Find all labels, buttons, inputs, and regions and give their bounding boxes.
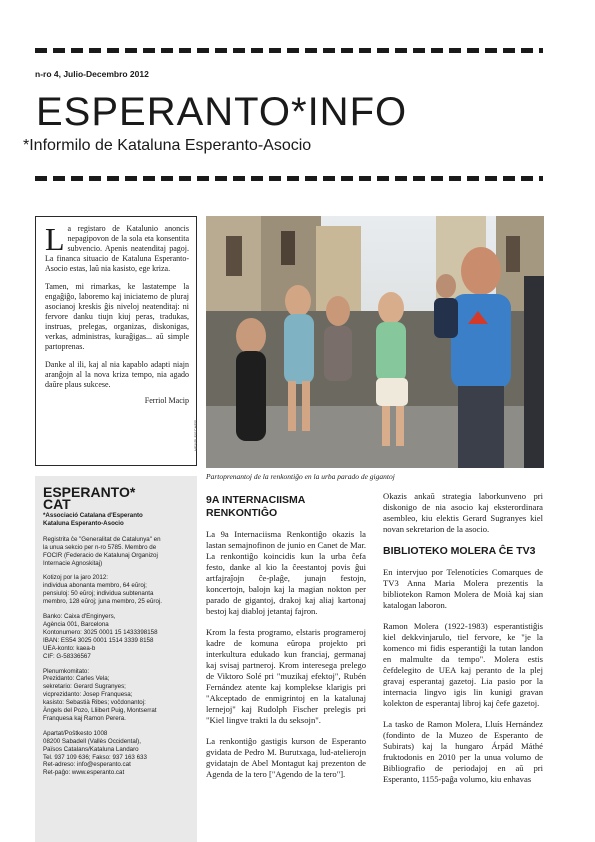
article-paragraph: Krom la festa programo, elstaris programeroj kadre de komuna eŭropa projekto pri interkultura edukado kun franciaj, germanaj kaj svisaj partneroj. Krom interesega prelego de Viktoro Solé pri "muzikaj efektoj", Rubén Fernández atente kaj komplekse klarigis pri "Akceptado de enmigrintoj en la katalunaj lernejoj" kaj Rudolph Fischer prelegis pri "Kiel lingve trakti la du seksojn". [206, 627, 366, 725]
registration-block [43, 536, 189, 568]
committee-block [43, 668, 189, 723]
sidebar-logo-line-1: ESPERANTO* [43, 484, 136, 500]
parade-photo [193, 216, 544, 468]
bank-line: Agència 001, Barcelona [43, 620, 109, 628]
editorial-paragraph-2: Tamen, mi rimarkas, ke lastatempe la engaĝiĝo, laboremo kaj iniciatemo de pluraj asocianoj kreskis ĝis niveloj neatenditaj: ni fervore danku tiujn kiuj peras, tradukas, instruas, prelegas, organizas, diskonigas, verkas, administras, kuraĝigas... aŭ simple partoprenas. [45, 282, 189, 351]
fees-line: pensiuloj: 50 eŭroj; individua subtenanta [43, 590, 154, 598]
issue-line: n-ro 4, Julio-Decembro 2012 [35, 69, 149, 79]
committee-line: kasisto: Sebastià Ribes; voĉdonantoj: [43, 699, 146, 707]
article-paragraph: Ramon Molera (1922-1983) esperantistiĝis kiel dekkvinjarulo, tiel fervore, ke "je la komenco mi fidis esperantiĝi la tutan landon en malmulte da tempo". Molera estis ĉefdelegito de UEA kaj peranto de la plej gravaj esperantaj gazetoj. Lia pasio por la internacia lingvo igis lin kunigi gravan kolekton de esperantaj libroj kaj ĉefe gazetoj. [383, 621, 543, 708]
sidebar-subtitle-line: Kataluna Esperanto-Asocio [43, 519, 124, 527]
committee-line: Àngels del Pozo, Lliibert Puig, Montserrat [43, 707, 157, 715]
article-paragraph: La tasko de Ramon Molera, Lluís Hernández (fondinto de la Muzeo de Esperanto de Subirats) kaj la hungaro Árpád Máthé fruktodonis en 2010 per la unua volumo de Bibliografio de periodajoj en aŭ pri Esperanto, 1155-paĝa volumo, kiu enhavas [383, 719, 543, 784]
address-line: Apartat/Poŝtkesto 1008 [43, 729, 108, 737]
committee-line: Prezidanto: Carles Vela; [43, 675, 110, 683]
editorial-paragraph-1 [45, 221, 189, 274]
committee-line: vicprezidanto: Josep Franquesa; [43, 691, 133, 699]
drop-cap: L [45, 221, 65, 257]
address-line: Països Catalans/Kataluna Landaro [43, 745, 139, 753]
article-paragraph: La renkontiĝo gastigis kurson de Esperanto gvidata de Pedro M. Burutxaga, lud-atelierojn gvidatajn de Abel Montagut kaj prezenton de Agenda de la tero ["Agendo de la tero"]. [206, 736, 366, 779]
address-email[interactable]: Ret-adreso: info@esperanto.cat [43, 761, 131, 769]
masthead-title: ESPERANTO*INFO [36, 90, 408, 134]
committee-line: sekretario: Gerard Sugranyes; [43, 683, 126, 691]
article-continuation: Okazis ankaŭ strategia laborkunveno pri diskonigo de nia asocio kaj eksterordinara asembleo, kiu elektis Gerard Sugranyes kiel novan sekretarion de la asocio. [383, 491, 543, 534]
sidebar-subtitle [43, 512, 189, 528]
article-heading [206, 494, 366, 520]
sidebar-logo-line-2: CAT [43, 496, 71, 512]
address-line: Tel. 937 109 636; Fakso: 937 163 633 [43, 753, 147, 761]
article-heading-line-1: 9A INTERNACIISMA [206, 494, 306, 506]
article-paragraph: La 9a Internaciisma Renkontiĝo okazis la lastan semajnofinon de junio en Canet de Mar. La renkontiĝo koincidis kun la urba ĉefa festo, danke al kio la ĉeestantoj povis ĝui artfajraĵojn ĉe-plaĝe, junajn festojn, koncertojn, balojn kaj la magian nokton per parado de gigantoj, drakoj kaj aliaj kartonaj bestoj kaj diabloj jetantaj fajron. [206, 529, 366, 616]
bank-line: UEA-konto: kaea-b [43, 644, 96, 652]
editorial-paragraph-3: Danke al ili, kaj al nia kapablo adapti niajn aranĝojn al la nova kriza tempo, nia agado daŭre plaus sukcese. [45, 360, 189, 389]
committee-line: Plenumkomitato: [43, 667, 90, 675]
sidebar-logo [43, 486, 189, 510]
address-block [43, 730, 189, 777]
registration-line: Internacie Agnoskitaj) [43, 559, 103, 567]
bank-line: Kontonumero: 3025 0001 15 1433398158 [43, 628, 158, 636]
committee-line: Franquesa kaj Ramon Perera. [43, 714, 126, 722]
bank-block [43, 613, 189, 660]
bank-line: CIF: G-58336567 [43, 652, 91, 660]
sidebar-subtitle-line: *Associació Catalana d'Esperanto [43, 512, 143, 519]
article-heading: BIBLIOTEKO MOLERA ĈE TV3 [383, 545, 536, 557]
fees-line: membro, 128 eŭroj; juna membro, 25 eŭroj. [43, 598, 162, 606]
fees-line: individua abonanta membro, 64 eŭroj; [43, 582, 147, 590]
article-biblioteko [383, 491, 543, 795]
fees-line: Kotizoj por la jaro 2012: [43, 574, 109, 582]
dashed-rule-top [35, 48, 543, 53]
masthead-tagline: *Informilo de Kataluna Esperanto-Asocio [23, 137, 312, 154]
photo-credit: HENRI FISCHER [193, 419, 199, 452]
article-heading-line-2: RENKONTIĜO [206, 507, 278, 519]
registration-line: la unua sekcio per n-ro 5785. Membro de [43, 543, 157, 551]
editorial-signature: Ferriol Macip [144, 396, 189, 405]
editorial-paragraph-1-text: a registaro de Katalunio anoncis nepagipovon de la sola eta konsentita subvencio. Apenis neatenditaj pagoj. La financa situacio de Kataluna Esperanto-Asocio estas, laŭ nia kasisto, ege kriza. [45, 224, 189, 273]
association-sidebar [35, 476, 197, 842]
photo-caption: Partoprenantoj de la renkontiĝo en la urba parado de gigantoj [206, 472, 395, 481]
article-paragraph: En intervjuo por Telenotícies Comarques de TV3 Anna Maria Molera prezentis la bibliotekon Ramon Molera de Moià kaj sian katalogan laboron. [383, 567, 543, 610]
bank-line: IBAN: ES54 3025 0001 1514 3339 8158 [43, 636, 154, 644]
address-website[interactable]: Ret-paĝo: www.esperanto.cat [43, 769, 125, 777]
editorial-box [35, 216, 197, 466]
dashed-rule-bottom [35, 176, 543, 181]
bank-line: Banko: Caixa d'Enginyers, [43, 613, 116, 621]
address-line: 08200 Sabadell (Vallès Occidental), [43, 737, 141, 745]
fees-block [43, 574, 189, 606]
registration-line: Registrita ĉe "Generalitat de Catalunya" en [43, 535, 161, 543]
registration-line: FOCIR (Federacio de Katalunaj Organizoj [43, 551, 158, 559]
article-internaciisma [206, 494, 366, 790]
